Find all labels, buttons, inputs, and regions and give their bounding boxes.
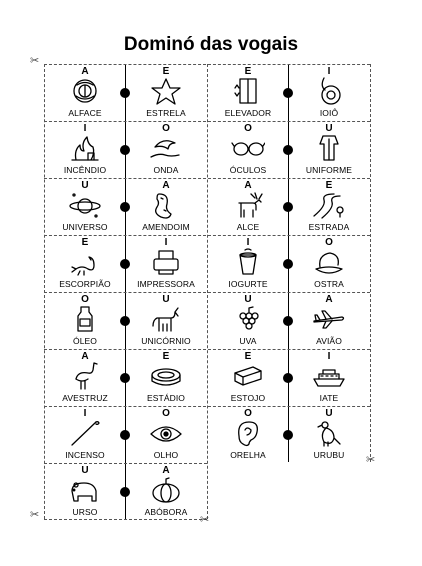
picture-word: IATE <box>319 393 339 403</box>
vulture-icon <box>289 418 369 450</box>
picture-word: AVESTRUZ <box>62 393 108 403</box>
domino-dot <box>283 316 293 326</box>
domino-half <box>126 292 206 348</box>
domino-half <box>126 463 206 519</box>
picture-word: ESTRADA <box>308 222 350 232</box>
domino-half <box>208 64 288 120</box>
domino-half <box>45 235 125 291</box>
domino-half <box>45 121 125 177</box>
vowel-letter: I <box>246 237 250 248</box>
domino-half <box>126 349 206 405</box>
vowel-letter: I <box>327 66 331 77</box>
road-icon <box>289 190 369 222</box>
vowel-letter: E <box>162 351 170 362</box>
uniform-icon <box>289 133 369 165</box>
domino-half <box>45 64 125 120</box>
wave-icon <box>126 133 206 165</box>
vowel-letter: A <box>244 180 252 191</box>
domino-dot <box>283 259 293 269</box>
lettuce-icon <box>45 76 125 108</box>
airplane-icon <box>289 304 369 336</box>
picture-word: ESCORPIÃO <box>59 279 111 289</box>
domino-dot <box>283 373 293 383</box>
vowel-letter: I <box>327 351 331 362</box>
printer-icon <box>126 247 206 279</box>
vowel-letter: U <box>325 123 333 134</box>
domino-half <box>45 349 125 405</box>
domino-half <box>126 235 206 291</box>
oil-bottle-icon <box>45 304 125 336</box>
stadium-icon <box>126 361 206 393</box>
domino-half <box>45 406 125 462</box>
cut-line <box>44 519 207 520</box>
scissors-icon: ✂ <box>366 454 376 466</box>
incense-icon <box>45 418 125 450</box>
domino-dot <box>120 202 130 212</box>
picture-word: UNIVERSO <box>62 222 108 232</box>
vowel-letter: A <box>162 465 170 476</box>
pencil-case-icon <box>208 361 288 393</box>
domino-half <box>289 292 369 348</box>
picture-word: URSO <box>72 507 98 517</box>
domino-half <box>45 463 125 519</box>
vowel-letter: U <box>244 294 252 305</box>
picture-word: ESTOJO <box>230 393 266 403</box>
elevator-icon <box>208 76 288 108</box>
domino-half <box>208 349 288 405</box>
picture-word: AMENDOIM <box>142 222 190 232</box>
ostrich-icon <box>45 361 125 393</box>
picture-word: UNICÓRNIO <box>141 336 191 346</box>
domino-half <box>289 178 369 234</box>
domino-half <box>126 64 206 120</box>
bear-icon <box>45 475 125 507</box>
vowel-letter: U <box>162 294 170 305</box>
vowel-letter: E <box>244 66 252 77</box>
picture-word: ESTÁDIO <box>146 393 185 403</box>
vowel-letter: U <box>81 465 89 476</box>
vowel-letter: O <box>244 408 252 419</box>
picture-word: ORELHA <box>230 450 266 460</box>
domino-half <box>208 235 288 291</box>
vowel-letter: O <box>81 294 89 305</box>
vowel-letter: E <box>244 351 252 362</box>
vowel-letter: O <box>162 123 170 134</box>
picture-word: ALFACE <box>68 108 102 118</box>
yacht-icon <box>289 361 369 393</box>
domino-half <box>208 178 288 234</box>
domino-half <box>289 235 369 291</box>
picture-word: OSTRA <box>314 279 344 289</box>
domino-half <box>208 406 288 462</box>
picture-word: ÓLEO <box>72 336 98 346</box>
vowel-letter: A <box>162 180 170 191</box>
domino-half <box>45 178 125 234</box>
cut-line <box>370 64 371 462</box>
yoyo-icon <box>289 76 369 108</box>
domino-half <box>45 292 125 348</box>
domino-dot <box>120 487 130 497</box>
moose-icon <box>208 190 288 222</box>
picture-word: ONDA <box>153 165 179 175</box>
domino-dot <box>283 88 293 98</box>
domino-half <box>208 121 288 177</box>
domino-dot <box>120 316 130 326</box>
vowel-letter: I <box>83 123 87 134</box>
picture-word: ABÓBORA <box>144 507 188 517</box>
domino-half <box>208 292 288 348</box>
scissors-icon: ✂ <box>30 509 40 521</box>
vowel-letter: O <box>325 237 333 248</box>
grapes-icon <box>208 304 288 336</box>
scissors-icon: ✂ <box>200 514 210 526</box>
picture-word: URUBU <box>313 450 345 460</box>
domino-dot <box>120 373 130 383</box>
vowel-letter: A <box>325 294 333 305</box>
eye-icon <box>126 418 206 450</box>
picture-word: ESTRELA <box>146 108 186 118</box>
scissors-icon: ✂ <box>30 55 40 67</box>
vowel-letter: U <box>325 408 333 419</box>
oyster-icon <box>289 247 369 279</box>
vowel-letter: E <box>325 180 333 191</box>
picture-word: IMPRESSORA <box>137 279 195 289</box>
vowel-letter: A <box>81 66 89 77</box>
domino-half <box>289 64 369 120</box>
page-title: Dominó das vogais <box>123 34 299 55</box>
picture-word: UVA <box>239 336 257 346</box>
vowel-letter: O <box>244 123 252 134</box>
unicorn-icon <box>126 304 206 336</box>
domino-grid <box>44 64 371 519</box>
domino-half <box>126 406 206 462</box>
domino-half <box>289 121 369 177</box>
domino-dot <box>120 430 130 440</box>
vowel-letter: A <box>81 351 89 362</box>
picture-word: UNIFORME <box>305 165 353 175</box>
picture-word: ALCE <box>236 222 260 232</box>
domino-dot <box>120 88 130 98</box>
domino-dot <box>283 430 293 440</box>
picture-word: IOGURTE <box>228 279 268 289</box>
scorpion-icon <box>45 247 125 279</box>
domino-dot <box>283 202 293 212</box>
picture-word: OLHO <box>153 450 179 460</box>
domino-half <box>126 178 206 234</box>
star-icon <box>126 76 206 108</box>
domino-half <box>289 349 369 405</box>
vowel-letter: U <box>81 180 89 191</box>
vowel-letter: O <box>162 408 170 419</box>
peanut-icon <box>126 190 206 222</box>
glasses-icon <box>208 133 288 165</box>
vowel-letter: I <box>164 237 168 248</box>
yogurt-icon <box>208 247 288 279</box>
vowel-letter: I <box>83 408 87 419</box>
domino-half <box>289 406 369 462</box>
vowel-letter: E <box>162 66 170 77</box>
planet-icon <box>45 190 125 222</box>
picture-word: ELEVADOR <box>224 108 272 118</box>
domino-dot <box>120 145 130 155</box>
domino-dot <box>120 259 130 269</box>
picture-word: INCÊNDIO <box>63 165 107 175</box>
fire-icon <box>45 133 125 165</box>
domino-dot <box>283 145 293 155</box>
vowel-letter: E <box>81 237 89 248</box>
picture-word: ÓCULOS <box>229 165 267 175</box>
picture-word: AVIÃO <box>316 336 342 346</box>
ear-icon <box>208 418 288 450</box>
picture-word: INCENSO <box>65 450 105 460</box>
picture-word: IOIÔ <box>319 108 339 118</box>
domino-half <box>126 121 206 177</box>
pumpkin-icon <box>126 475 206 507</box>
